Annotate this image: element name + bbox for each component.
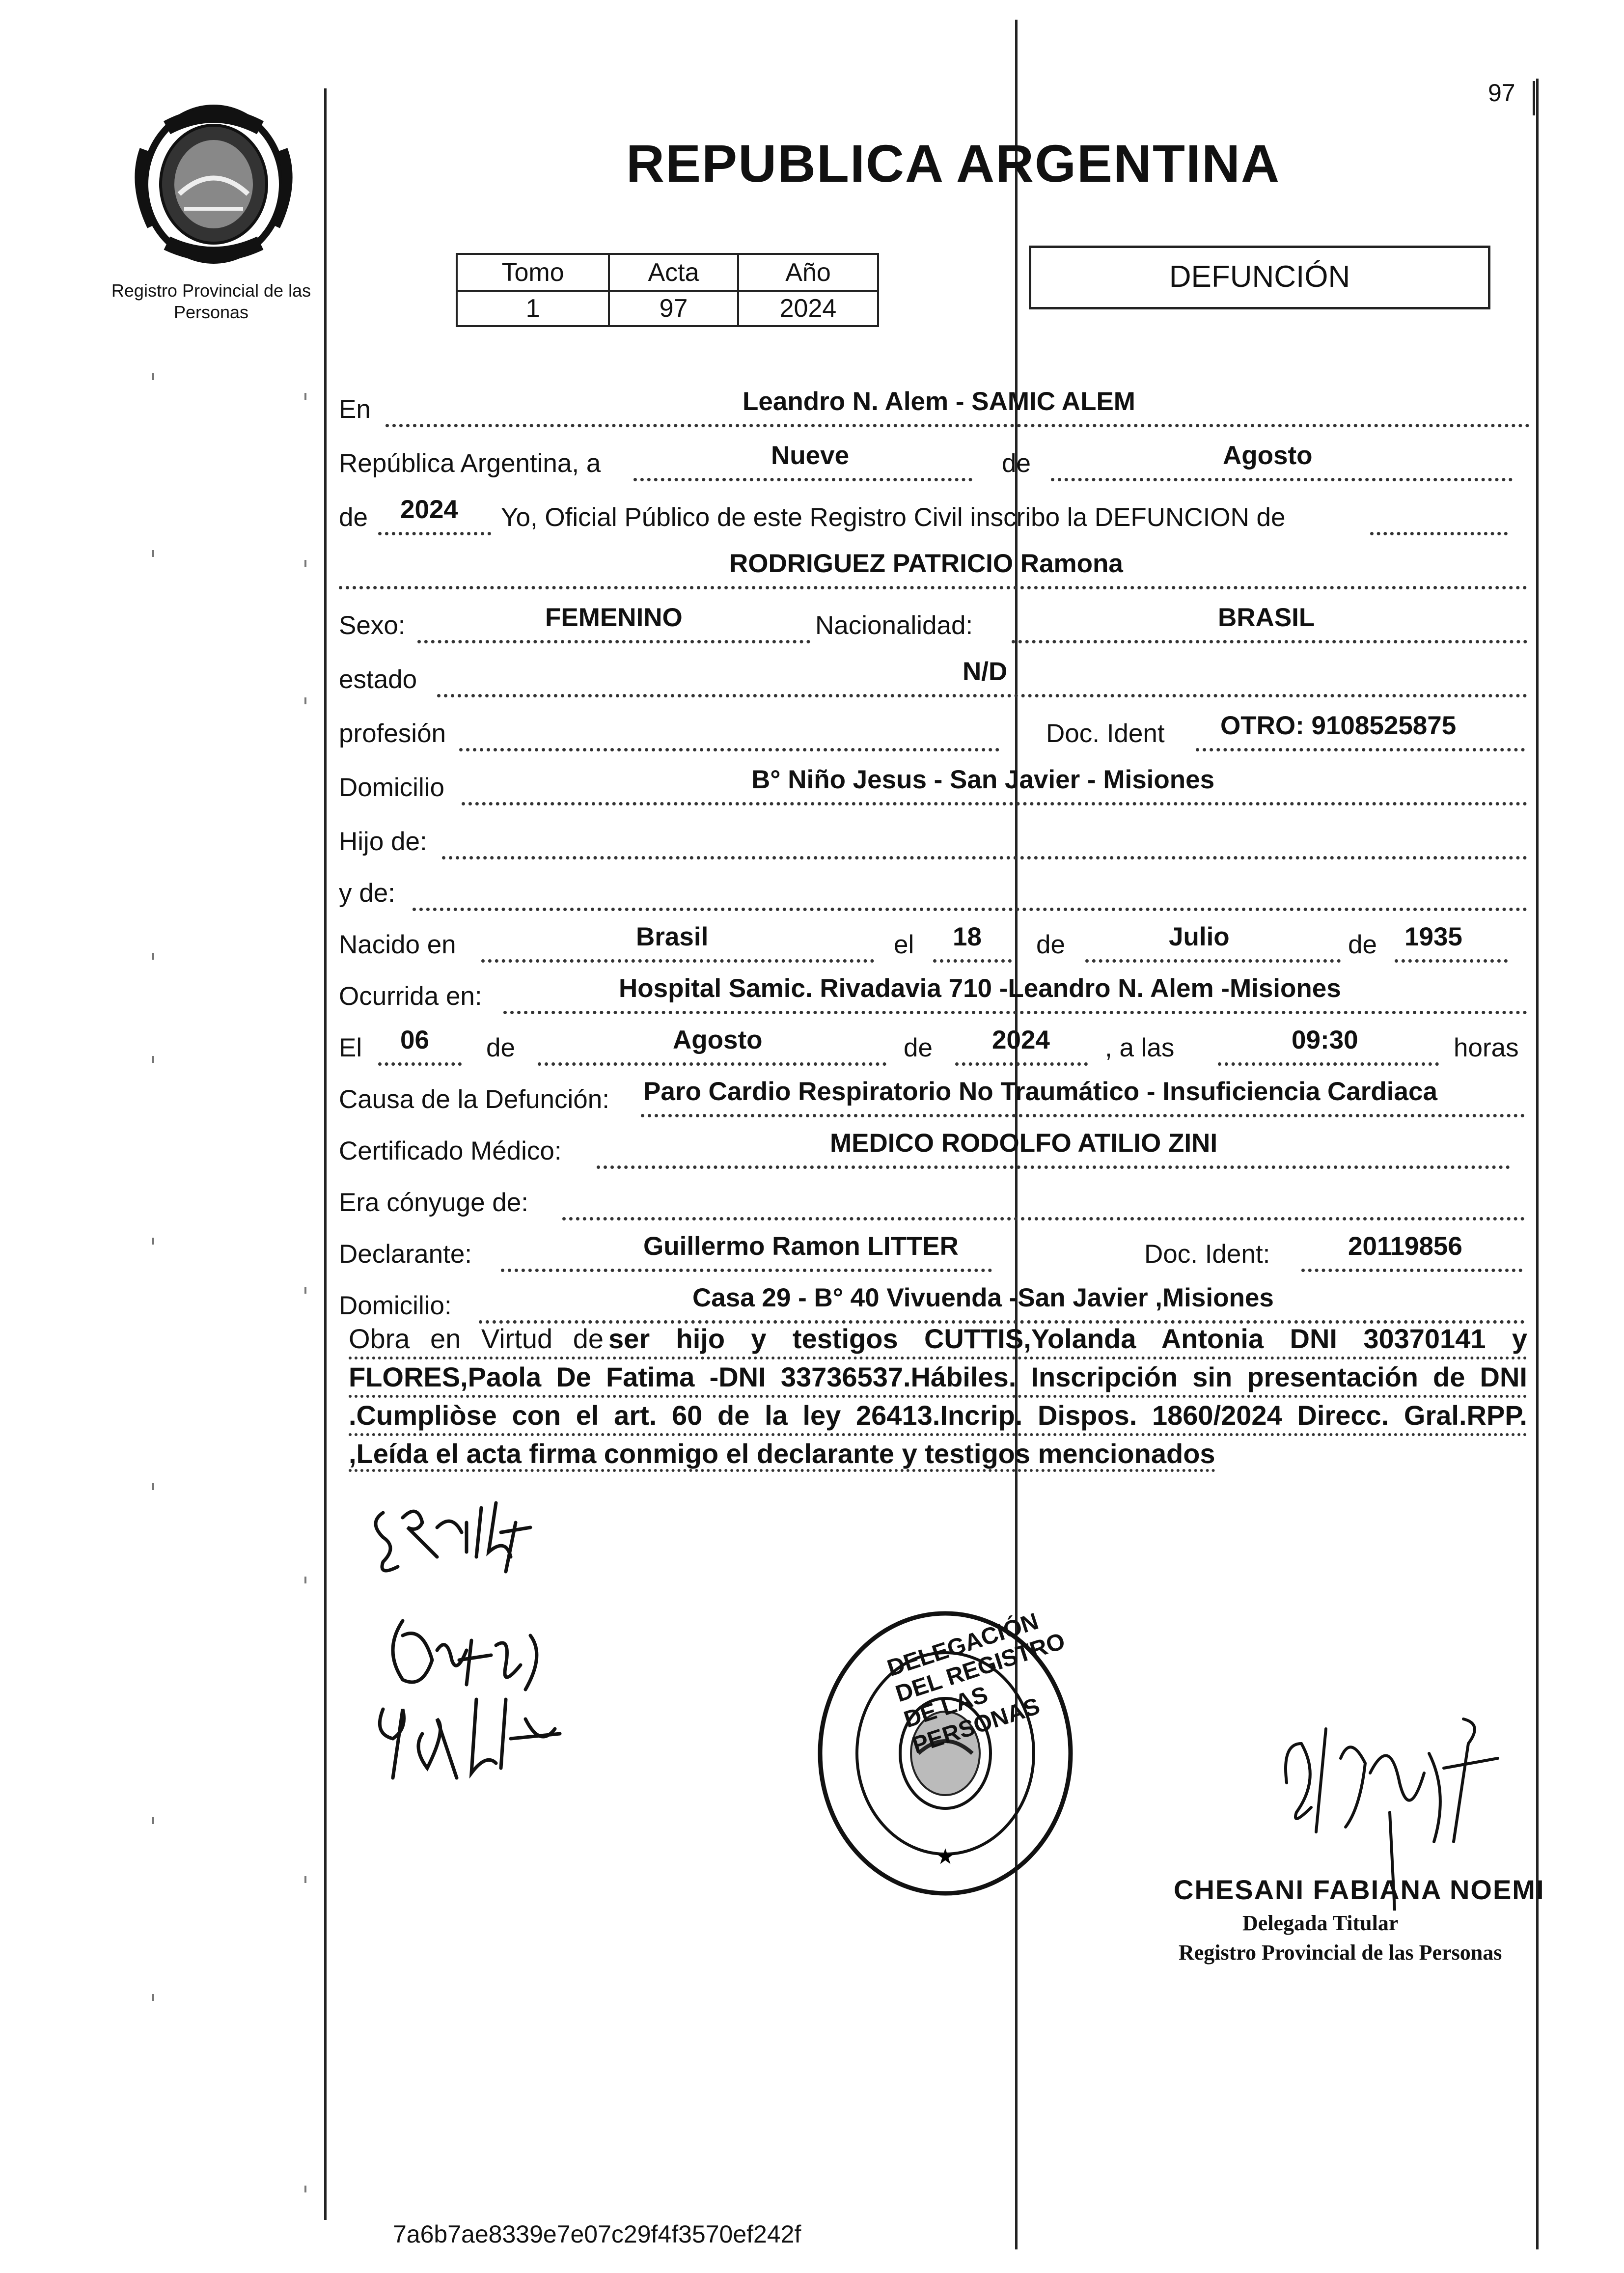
line-ocurrida <box>339 970 1522 1014</box>
page-title: REPUBLICA ARGENTINA <box>626 134 1280 193</box>
right-margin-line <box>1536 79 1539 2249</box>
el-label: el <box>894 930 914 959</box>
line-estado <box>339 653 1522 697</box>
estado-value: N/D <box>963 657 1008 686</box>
nacionalidad-label: Nacionalidad: <box>815 611 973 640</box>
conyuge-label: Era cónyuge de: <box>339 1188 528 1217</box>
el2-label: El <box>339 1033 362 1062</box>
hijo-label: Hijo de: <box>339 827 427 856</box>
causa-value: Paro Cardio Respiratorio No Traumático - Insuficiencia Cardiaca <box>643 1077 1437 1106</box>
month-word: Agosto <box>1223 441 1313 470</box>
de-label: de <box>1002 449 1031 478</box>
line-certificado <box>339 1125 1522 1169</box>
official-name: CHESANI FABIANA NOEMI <box>1174 1874 1545 1905</box>
horas-label: horas <box>1454 1033 1519 1062</box>
domicilio-label: Domicilio <box>339 773 444 802</box>
record-table <box>456 253 879 327</box>
doc-ident-label: Doc. Ident <box>1046 719 1165 748</box>
profesion-label: profesión <box>339 719 446 748</box>
declarante-label: Declarante: <box>339 1240 472 1269</box>
provincial-seal <box>133 103 295 265</box>
de6-label: de <box>904 1033 933 1062</box>
line-declarante <box>339 1228 1522 1272</box>
line-sexo <box>339 599 1522 643</box>
domicilio2-value: Casa 29 - B° 40 Vivuenda -San Javier ,Misiones <box>692 1283 1274 1312</box>
de2-label: de <box>339 503 368 532</box>
de3-label: de <box>1036 930 1065 959</box>
de4-label: de <box>1348 930 1377 959</box>
declarant-signature <box>363 1493 570 1601</box>
official-office: Registro Provincial de las Personas <box>1179 1940 1502 1965</box>
death-month: Agosto <box>673 1026 763 1054</box>
birth-day: 18 <box>953 922 982 951</box>
death-time: 09:30 <box>1292 1026 1358 1054</box>
doc-ident-value: OTRO: 9108525875 <box>1220 711 1457 740</box>
obra-text-2: FLORES,Paola De Fatima -DNI 33736537.Hábiles. Inscripción sin presentación de DNI <box>349 1361 1527 1392</box>
header-anio: Año <box>738 254 878 291</box>
left-margin-line <box>324 88 327 2220</box>
stamp-outer-text: DELEGACIÓN DEL REGISTRO DE LAS PERSONAS <box>884 1608 1069 1759</box>
document-type-box: DEFUNCIÓN <box>1029 246 1490 309</box>
line-fecha <box>339 437 1522 481</box>
obra-prefix: Obra en Virtud de <box>349 1323 604 1354</box>
death-year: 2024 <box>992 1026 1050 1054</box>
line-conyuge <box>339 1176 1522 1220</box>
estado-label: estado <box>339 665 417 694</box>
registry-stamp <box>813 1606 1078 1901</box>
line-nacido <box>339 918 1522 963</box>
line-causa <box>339 1073 1522 1117</box>
obra-line-2 <box>349 1359 1527 1398</box>
birth-year: 1935 <box>1404 922 1462 951</box>
line-en <box>339 383 1522 427</box>
obra-text-4: ,Leída el acta firma conmigo el declarante y testigos mencionados <box>349 1438 1215 1472</box>
line-anio <box>339 491 1522 535</box>
declarante-doc-label: Doc. Ident: <box>1144 1240 1270 1269</box>
death-day: 06 <box>400 1026 429 1054</box>
domicilio2-label: Domicilio: <box>339 1291 452 1320</box>
day-word: Nueve <box>771 441 850 470</box>
line-domicilio <box>339 761 1522 805</box>
obra-line-4 <box>349 1436 1527 1471</box>
value-anio: 2024 <box>738 291 878 326</box>
yde-label: y de: <box>339 879 395 908</box>
causa-label: Causa de la Defunción: <box>339 1085 609 1114</box>
birth-month: Julio <box>1169 922 1230 951</box>
registry-name: Registro Provincial de las Personas <box>111 280 311 322</box>
certificado-value: MEDICO RODOLFO ATILIO ZINI <box>830 1129 1218 1158</box>
place-value: Leandro N. Alem - SAMIC ALEM <box>743 387 1135 416</box>
page-number: 97 <box>1488 79 1515 107</box>
en-label: En <box>339 395 371 424</box>
line-hijo <box>339 815 1522 859</box>
sexo-label: Sexo: <box>339 611 406 640</box>
official-role: Delegada Titular <box>1242 1911 1399 1935</box>
rep-label: República Argentina, a <box>339 449 601 478</box>
svg-text:★: ★ <box>936 1845 955 1869</box>
page-number-rule <box>1533 81 1535 115</box>
nacido-value: Brasil <box>636 922 709 951</box>
nacido-label: Nacido en <box>339 930 456 959</box>
obra-section <box>349 1292 1527 1469</box>
line-fecha-defuncion <box>339 1022 1522 1066</box>
year-value: 2024 <box>400 495 458 524</box>
header-tomo: Tomo <box>457 254 609 291</box>
line-yde <box>339 867 1522 911</box>
de5-label: de <box>486 1033 515 1062</box>
header-acta: Acta <box>609 254 738 291</box>
value-tomo: 1 <box>457 291 609 326</box>
line-profesion <box>339 707 1522 751</box>
domicilio-value: B° Niño Jesus - San Javier - Misiones <box>751 765 1215 794</box>
sexo-value: FEMENINO <box>545 603 683 632</box>
line-nombre <box>339 545 1522 589</box>
ocurrida-label: Ocurrida en: <box>339 982 482 1011</box>
declarante-value: Guillermo Ramon LITTER <box>643 1232 959 1261</box>
nacionalidad-value: BRASIL <box>1218 603 1315 632</box>
declarante-doc-value: 20119856 <box>1348 1232 1462 1261</box>
document-hash: 7a6b7ae8339e7e07c29f4f3570ef242f <box>393 2220 801 2248</box>
obra-text-3: .Cumpliòse con el art. 60 de la ley 26413.Incrip. Dispos. 1860/2024 Direcc. Gral.RPP. <box>349 1400 1527 1431</box>
yo-text: Yo, Oficial Público de este Registro Civil inscribo la DEFUNCION de <box>501 503 1286 532</box>
certificado-label: Certificado Médico: <box>339 1136 562 1165</box>
obra-line-1 <box>349 1321 1527 1359</box>
ocurrida-value: Hospital Samic. Rivadavia 710 -Leandro N. Alem -Misiones <box>619 974 1341 1003</box>
obra-text-1: ser hijo y testigos CUTTIS,Yolanda Antonia DNI 30370141 y <box>608 1323 1527 1354</box>
value-acta: 97 <box>609 291 738 326</box>
deceased-name: RODRIGUEZ PATRICIO Ramona <box>729 549 1123 578</box>
alas-label: , a las <box>1105 1033 1175 1062</box>
witness-signature-2 <box>363 1680 579 1793</box>
obra-line-3 <box>349 1398 1527 1436</box>
